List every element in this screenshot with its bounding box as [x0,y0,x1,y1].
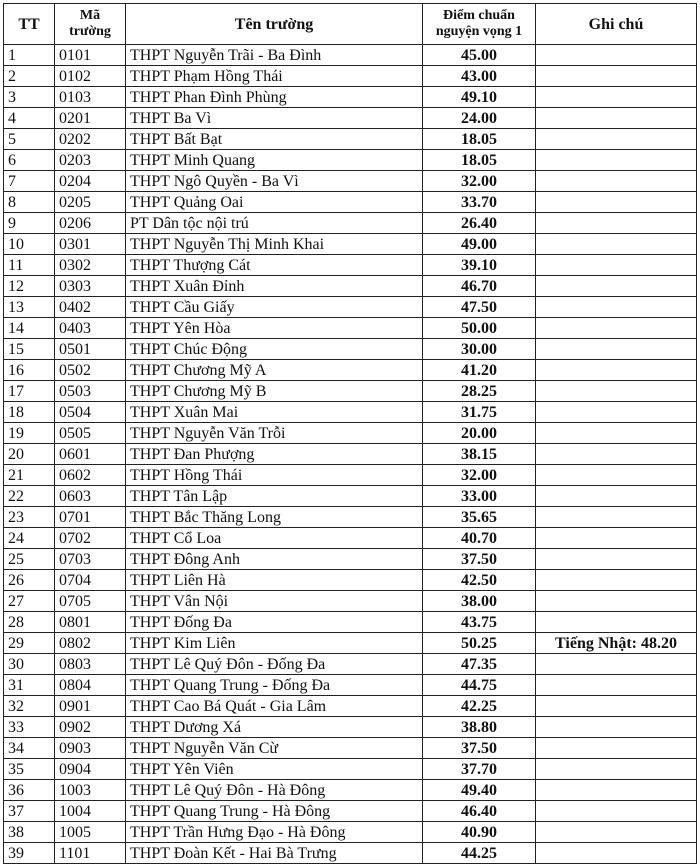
table-row [4,423,697,444]
school-name: THPT Cao Bá Quát - Gia Lâm [126,696,423,717]
school-name: THPT Yên Hòa [126,318,423,339]
school-code: 0201 [55,108,126,129]
row-number: 16 [4,360,55,381]
admission-score: 49.10 [423,87,536,108]
admission-score: 47.50 [423,297,536,318]
table-row [4,318,697,339]
admission-score: 32.00 [423,465,536,486]
row-number: 24 [4,528,55,549]
table-row [4,192,697,213]
school-name: THPT Đoàn Kết - Hai Bà Trưng [126,843,423,864]
school-name: THPT Ba Vì [126,108,423,129]
school-name: THPT Nguyễn Thị Minh Khai [126,234,423,255]
admission-score: 37.70 [423,759,536,780]
note [536,171,697,192]
row-number: 27 [4,591,55,612]
note [536,318,697,339]
admission-score: 35.65 [423,507,536,528]
row-number: 11 [4,255,55,276]
note [536,507,697,528]
school-name: THPT Bắc Thăng Long [126,507,423,528]
note [536,276,697,297]
note [536,381,697,402]
admission-scores-table [3,3,697,864]
admission-score: 33.70 [423,192,536,213]
school-name: THPT Quảng Oai [126,192,423,213]
table-row [4,465,697,486]
school-code: 0202 [55,129,126,150]
admission-score: 44.25 [423,843,536,864]
row-number: 29 [4,633,55,654]
school-code: 0501 [55,339,126,360]
row-number: 37 [4,801,55,822]
school-name: THPT Yên Viên [126,759,423,780]
row-number: 18 [4,402,55,423]
school-name: THPT Xuân Mai [126,402,423,423]
table-row [4,444,697,465]
admission-score: 18.05 [423,150,536,171]
header-school-code [55,4,126,45]
admission-score: 49.40 [423,780,536,801]
row-number: 21 [4,465,55,486]
table-row [4,633,697,654]
admission-score: 33.00 [423,486,536,507]
row-number: 38 [4,822,55,843]
school-code: 0402 [55,297,126,318]
table-row [4,696,697,717]
school-name: THPT Vân Nội [126,591,423,612]
school-name: THPT Phan Đình Phùng [126,87,423,108]
row-number: 17 [4,381,55,402]
row-number: 33 [4,717,55,738]
school-code: 0301 [55,234,126,255]
note [536,822,697,843]
table-row [4,360,697,381]
table-row [4,801,697,822]
header-school-name: Tên trường [126,4,423,45]
row-number: 32 [4,696,55,717]
note [536,528,697,549]
school-code: 0803 [55,654,126,675]
school-name: THPT Trần Hưng Đạo - Hà Đông [126,822,423,843]
school-name: THPT Quang Trung - Đống Đa [126,675,423,696]
admission-score: 24.00 [423,108,536,129]
admission-score: 46.70 [423,276,536,297]
school-code: 0206 [55,213,126,234]
school-code: 0904 [55,759,126,780]
note [536,45,697,66]
school-name: THPT Liên Hà [126,570,423,591]
admission-score: 20.00 [423,423,536,444]
school-name: THPT Chương Mỹ A [126,360,423,381]
row-number: 20 [4,444,55,465]
note [536,423,697,444]
note [536,360,697,381]
school-name: THPT Bất Bạt [126,129,423,150]
row-number: 7 [4,171,55,192]
row-number: 36 [4,780,55,801]
table-row [4,381,697,402]
note [536,444,697,465]
school-code: 0802 [55,633,126,654]
note [536,150,697,171]
school-code: 0204 [55,171,126,192]
row-number: 19 [4,423,55,444]
note [536,738,697,759]
school-name: THPT Đan Phượng [126,444,423,465]
school-code: 0705 [55,591,126,612]
admission-score: 50.00 [423,318,536,339]
school-code: 0403 [55,318,126,339]
note [536,129,697,150]
admission-score: 40.90 [423,822,536,843]
school-name: THPT Đống Đa [126,612,423,633]
table-row [4,45,697,66]
header-row [4,4,697,45]
note [536,843,697,864]
row-number: 28 [4,612,55,633]
admission-score: 39.10 [423,255,536,276]
table-row [4,213,697,234]
note [536,759,697,780]
note [536,465,697,486]
table-row [4,171,697,192]
school-code: 0804 [55,675,126,696]
school-code: 0505 [55,423,126,444]
school-code: 0902 [55,717,126,738]
table-row [4,843,697,864]
table-row [4,234,697,255]
school-code: 0701 [55,507,126,528]
school-code: 1005 [55,822,126,843]
admission-score: 30.00 [423,339,536,360]
school-code: 0601 [55,444,126,465]
school-code: 1003 [55,780,126,801]
table-row [4,675,697,696]
admission-score: 40.70 [423,528,536,549]
note [536,675,697,696]
header-note: Ghi chú [536,4,697,45]
school-name: THPT Lê Quý Đôn - Hà Đông [126,780,423,801]
school-code: 0302 [55,255,126,276]
admission-score: 45.00 [423,45,536,66]
school-name: THPT Tân Lập [126,486,423,507]
table-row [4,591,697,612]
table-row [4,402,697,423]
row-number: 10 [4,234,55,255]
table-row [4,549,697,570]
admission-score: 43.00 [423,66,536,87]
school-code: 0303 [55,276,126,297]
school-code: 1101 [55,843,126,864]
header-tt: TT [4,4,55,45]
row-number: 25 [4,549,55,570]
school-name: THPT Chương Mỹ B [126,381,423,402]
note [536,339,697,360]
table-row [4,108,697,129]
note [536,696,697,717]
school-code: 0602 [55,465,126,486]
table-row [4,255,697,276]
school-code: 0102 [55,66,126,87]
note [536,297,697,318]
note [536,717,697,738]
table-row [4,339,697,360]
admission-score: 18.05 [423,129,536,150]
row-number: 6 [4,150,55,171]
school-name: THPT Chúc Động [126,339,423,360]
note [536,108,697,129]
note [536,780,697,801]
school-name: THPT Nguyễn Văn Trỗi [126,423,423,444]
note [536,66,697,87]
note [536,192,697,213]
school-name: THPT Ngô Quyền - Ba Vì [126,171,423,192]
admission-score: 37.50 [423,549,536,570]
admission-score: 42.50 [423,570,536,591]
school-name: THPT Nguyễn Văn Cừ [126,738,423,759]
school-code: 0503 [55,381,126,402]
school-code: 0205 [55,192,126,213]
school-code: 0704 [55,570,126,591]
school-code: 0101 [55,45,126,66]
row-number: 3 [4,87,55,108]
note: Tiếng Nhật: 48.20 [536,633,697,654]
header-school-code-line1: Mã [79,8,101,23]
school-code: 0801 [55,612,126,633]
school-code: 0703 [55,549,126,570]
table-row [4,570,697,591]
school-name: THPT Quang Trung - Hà Đông [126,801,423,822]
table-row [4,654,697,675]
table-row [4,297,697,318]
school-name: THPT Hồng Thái [126,465,423,486]
note [536,654,697,675]
table-row [4,150,697,171]
admission-score: 37.50 [423,738,536,759]
school-code: 0903 [55,738,126,759]
school-code: 0603 [55,486,126,507]
admission-score: 38.00 [423,591,536,612]
admission-score: 28.25 [423,381,536,402]
note [536,801,697,822]
header-score-line1: Điểm chuẩn [443,8,515,23]
row-number: 30 [4,654,55,675]
note [536,612,697,633]
note [536,87,697,108]
row-number: 5 [4,129,55,150]
school-name: THPT Nguyễn Trãi - Ba Đình [126,45,423,66]
note [536,486,697,507]
row-number: 14 [4,318,55,339]
header-score-line2: nguyện vọng 1 [435,24,523,39]
table-row [4,780,697,801]
row-number: 13 [4,297,55,318]
admission-score: 47.35 [423,654,536,675]
admission-score: 26.40 [423,213,536,234]
header-score [423,4,536,45]
admission-score: 32.00 [423,171,536,192]
school-code: 0702 [55,528,126,549]
school-code: 0103 [55,87,126,108]
admission-score: 49.00 [423,234,536,255]
admission-score: 46.40 [423,801,536,822]
school-name: THPT Dương Xá [126,717,423,738]
header-school-code-line2: trường [69,24,111,39]
school-name: THPT Minh Quang [126,150,423,171]
table-row [4,276,697,297]
row-number: 35 [4,759,55,780]
admission-score: 38.80 [423,717,536,738]
row-number: 26 [4,570,55,591]
school-name: THPT Thượng Cát [126,255,423,276]
admission-score: 42.25 [423,696,536,717]
table-row [4,66,697,87]
note [536,234,697,255]
school-name: THPT Cổ Loa [126,528,423,549]
row-number: 9 [4,213,55,234]
school-name: THPT Lê Quý Đôn - Đống Đa [126,654,423,675]
school-name: THPT Kim Liên [126,633,423,654]
table-row [4,507,697,528]
row-number: 8 [4,192,55,213]
admission-score: 50.25 [423,633,536,654]
admission-score: 31.75 [423,402,536,423]
note [536,255,697,276]
school-code: 0502 [55,360,126,381]
school-code: 0901 [55,696,126,717]
table-row [4,87,697,108]
row-number: 22 [4,486,55,507]
table-row [4,129,697,150]
school-name: PT Dân tộc nội trú [126,213,423,234]
table-row [4,738,697,759]
admission-score: 41.20 [423,360,536,381]
school-name: THPT Xuân Đỉnh [126,276,423,297]
school-code: 0203 [55,150,126,171]
row-number: 1 [4,45,55,66]
note [536,549,697,570]
table-row [4,822,697,843]
admission-score: 38.15 [423,444,536,465]
school-name: THPT Đông Anh [126,549,423,570]
note [536,213,697,234]
table-row [4,612,697,633]
admission-score: 43.75 [423,612,536,633]
school-code: 0504 [55,402,126,423]
row-number: 15 [4,339,55,360]
row-number: 2 [4,66,55,87]
note [536,402,697,423]
row-number: 4 [4,108,55,129]
admission-score: 44.75 [423,675,536,696]
row-number: 34 [4,738,55,759]
row-number: 39 [4,843,55,864]
row-number: 23 [4,507,55,528]
school-name: THPT Cầu Giấy [126,297,423,318]
school-name: THPT Phạm Hồng Thái [126,66,423,87]
row-number: 31 [4,675,55,696]
note [536,591,697,612]
table-row [4,486,697,507]
table-row [4,717,697,738]
row-number: 12 [4,276,55,297]
table-row [4,759,697,780]
table-row [4,528,697,549]
school-code: 1004 [55,801,126,822]
note [536,570,697,591]
